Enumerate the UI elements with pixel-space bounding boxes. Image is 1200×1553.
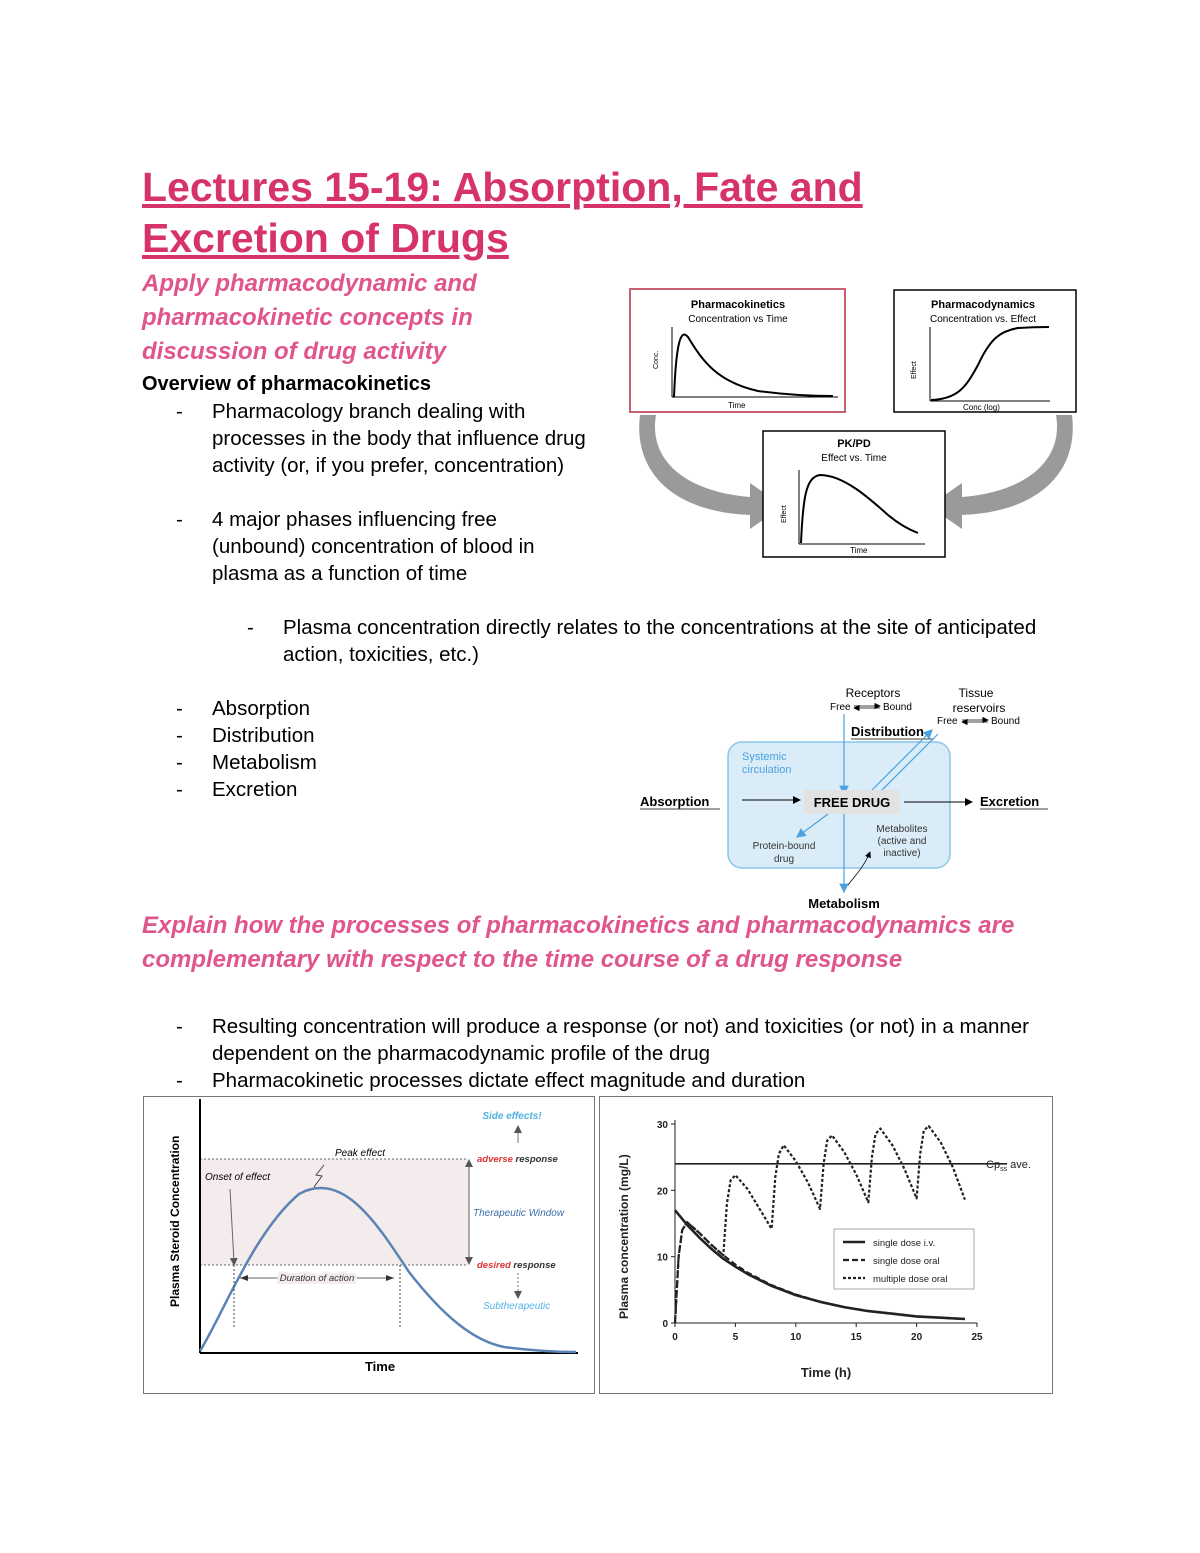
chart-x-axis-label: Time (h) xyxy=(800,1365,852,1380)
metabolites-label: Metabolites xyxy=(876,824,928,835)
absorption-label: Absorption xyxy=(640,794,710,809)
legend-label: single dose i.v. xyxy=(873,1238,936,1249)
chart-x-tick-label: 5 xyxy=(732,1332,739,1343)
section2-bullets xyxy=(142,1013,1072,1094)
inactive-label: inactive) xyxy=(883,848,921,859)
chart-x-tick-label: 10 xyxy=(790,1332,802,1343)
legend-label: multiple dose oral xyxy=(873,1274,948,1285)
pkpd-subtitle: Effect vs. Time xyxy=(821,453,887,464)
protein-bound-label: Protein-bound xyxy=(752,841,816,852)
chart-y-tick-label: 0 xyxy=(662,1319,668,1330)
bullet-item: - Metabolism xyxy=(142,749,582,776)
chart-reference-label: $Cp_{ss}$ ave. xyxy=(986,1158,1031,1173)
circulation-label: circulation xyxy=(742,764,792,776)
pkpd-figure xyxy=(628,287,1078,560)
bullet-item: - 4 major phases influencing free (unbound) concentration of blood in plasma as a function of time xyxy=(142,506,602,587)
pkpd-title: PK/PD xyxy=(837,438,871,450)
reservoirs-label: reservoirs xyxy=(952,701,1006,715)
plasma-concentration-chart xyxy=(600,1097,1052,1393)
chart-y-tick-label: 20 xyxy=(656,1186,668,1198)
pd-subtitle: Concentration vs. Effect xyxy=(930,314,1036,325)
bullet-item xyxy=(142,614,1062,668)
section2-heading: Explain how the processes of pharmacokinetics and pharmacodynamics are complementary with respect to the time course of a drug response xyxy=(142,912,1015,973)
overview-bullets xyxy=(142,398,602,587)
chart-x-tick-label: 0 xyxy=(672,1332,678,1343)
chart-y-tick-label: 30 xyxy=(656,1120,668,1131)
adme-figure xyxy=(632,682,1062,916)
legend-label: single dose oral xyxy=(873,1256,940,1267)
section1-heading: Apply pharmacodynamic and pharmacokinetic concepts in discussion of drug activity xyxy=(142,270,477,365)
chart-y-tick-label: 10 xyxy=(656,1252,668,1264)
receptors-bound-label: Bound xyxy=(883,702,912,713)
chart-x-tick-label: 20 xyxy=(911,1332,923,1343)
overview-subheading: Overview of pharmacokinetics xyxy=(142,373,432,395)
pkpd-diagram xyxy=(628,287,1078,560)
bullet-item: - Pharmacokinetic processes dictate effect magnitude and duration xyxy=(142,1067,1072,1094)
chart-x-tick-label: 15 xyxy=(850,1332,862,1343)
desired-response-label: desired response xyxy=(477,1260,556,1271)
curved-arrow-left-icon xyxy=(639,415,783,529)
pk-ylabel: Conc. xyxy=(653,350,660,369)
receptors-free-label: Free xyxy=(830,702,851,713)
onset-label: Onset of effect xyxy=(205,1172,271,1183)
phase-bullets xyxy=(142,695,582,803)
adverse-response-label: adverse response xyxy=(477,1154,558,1165)
adme-diagram xyxy=(632,682,1062,916)
chart-x-tick-label: 25 xyxy=(971,1332,983,1343)
therapeutic-window-label: Therapeutic Window xyxy=(473,1208,565,1219)
curved-arrow-right-icon xyxy=(929,415,1073,529)
pd-xlabel: Conc (log) xyxy=(963,403,1000,412)
tissue-label: Tissue xyxy=(958,686,994,700)
pk-xlabel: Time xyxy=(728,401,746,410)
side-effects-label: Side effects! xyxy=(482,1111,542,1122)
bullet-item: - Absorption xyxy=(142,695,582,722)
nested-bullets xyxy=(142,614,1062,668)
pd-title: Pharmacodynamics xyxy=(931,299,1035,311)
window-ylabel: Plasma Steroid Concentration xyxy=(168,1135,182,1307)
drug-label: drug xyxy=(773,854,795,865)
tissue-free-label: Free xyxy=(937,716,958,727)
pd-ylabel: Effect xyxy=(911,361,918,379)
bullet-item: - Pharmacology branch dealing with processes in the body that influence drug activity (or, if you prefer, concentration) xyxy=(142,398,602,479)
page-title: Lectures 15-19: Absorption, Fate and Excretion of Drugs xyxy=(142,164,863,261)
pk-subtitle: Concentration vs Time xyxy=(688,314,788,325)
active-inactive-label: (active and xyxy=(877,836,927,847)
bullet-item: - Distribution xyxy=(142,722,582,749)
receptors-label: Receptors xyxy=(845,686,901,700)
subtherapeutic-label: Subtherapeutic xyxy=(483,1301,551,1312)
plasma-concentration-figure xyxy=(599,1096,1053,1394)
pkpd-xlabel: Time xyxy=(850,546,868,555)
pkpd-ylabel: Effect xyxy=(781,505,788,523)
chart-y-axis-label: Plasma concentration (mg/L) xyxy=(617,1154,631,1319)
pk-title: Pharmacokinetics xyxy=(690,299,786,311)
systemic-label: Systemic xyxy=(742,751,787,763)
therapeutic-window-diagram xyxy=(144,1097,594,1393)
window-xlabel: Time xyxy=(364,1359,396,1374)
excretion-label: Excretion xyxy=(980,794,1040,809)
distribution-label: Distribution xyxy=(851,724,924,739)
bullet-text: Plasma concentration directly relates to the concentrations at the site of anticipated action, toxicities, etc.) xyxy=(283,616,1037,666)
tissue-bound-label: Bound xyxy=(991,716,1020,727)
series-line-dotted xyxy=(675,1126,965,1323)
bullet-item: - Resulting concentration will produce a response (or not) and toxicities (or not) in a manner dependent on the pharmacodynamic profile of the drug xyxy=(142,1013,1072,1067)
duration-label: Duration of action xyxy=(279,1273,355,1284)
free-drug-label: FREE DRUG xyxy=(813,795,891,810)
bullet-item: - Excretion xyxy=(142,776,582,803)
peak-effect-label: Peak effect xyxy=(334,1148,386,1159)
therapeutic-window-figure xyxy=(143,1096,595,1394)
metabolism-label: Metabolism xyxy=(808,896,880,911)
